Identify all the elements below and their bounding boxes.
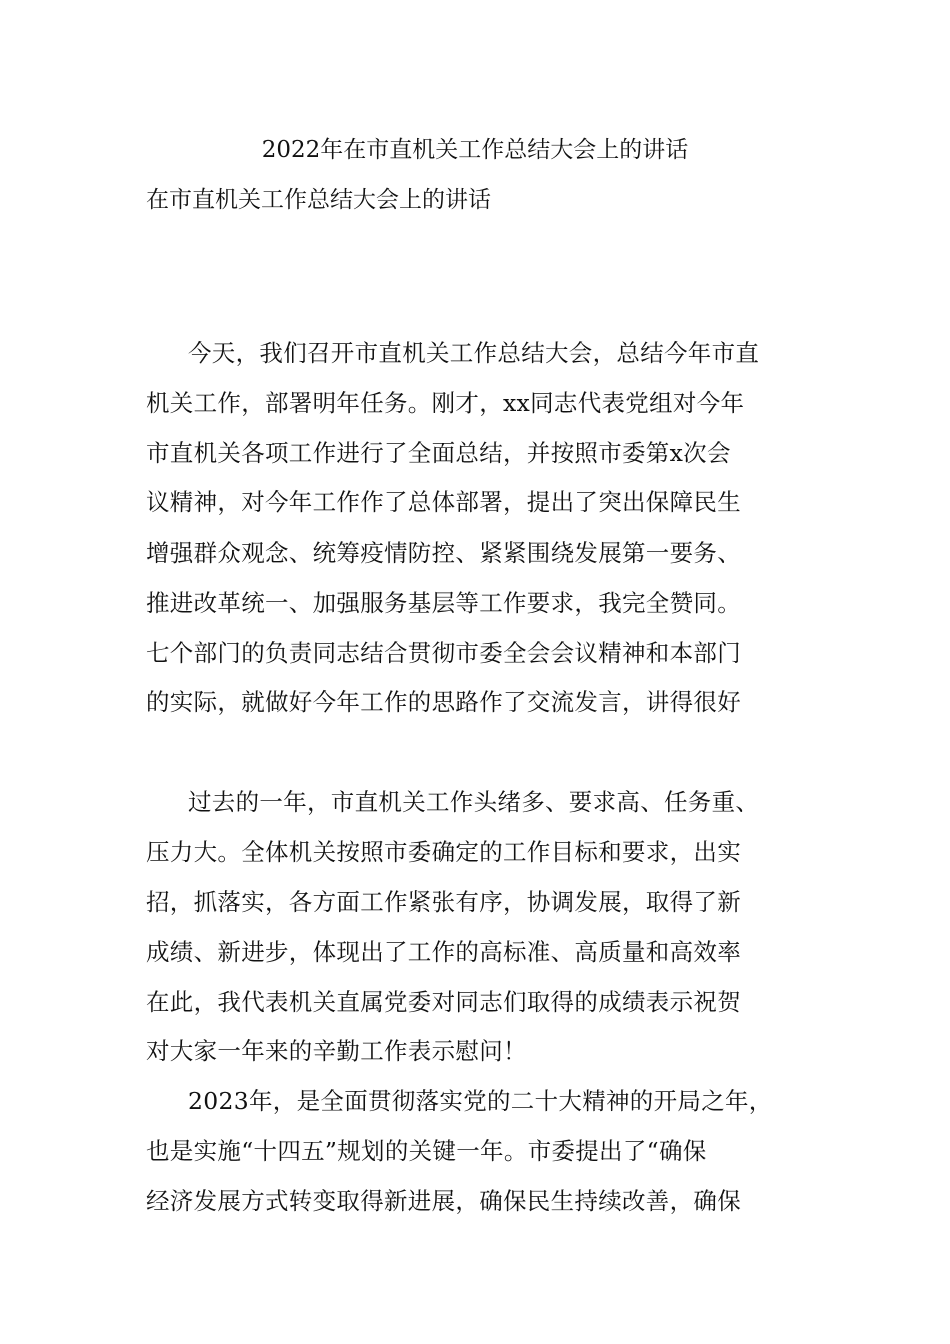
paragraph-line: 过去的一年，市直机关工作头绪多、要求高、任务重、	[188, 788, 760, 816]
paragraph-line: 经济发展方式转变取得新进展，确保民生持续改善，确保	[146, 1187, 741, 1215]
paragraph-line: 增强群众观念、统筹疫情防控、紧紧围绕发展第一要务、	[146, 539, 741, 567]
paragraph-line: 2023年，是全面贯彻落实党的二十大精神的开局之年，	[188, 1087, 773, 1115]
paragraph-line: 在此，我代表机关直属党委对同志们取得的成绩表示祝贺	[146, 988, 741, 1016]
paragraph-line: 推进改革统一、加强服务基层等工作要求，我完全赞同。	[146, 589, 741, 617]
paragraph-line: 七个部门的负责同志结合贯彻市委全会会议精神和本部门	[146, 639, 741, 667]
document-title: 2022年在市直机关工作总结大会上的讲话	[261, 137, 689, 163]
paragraph-line: 压力大。全体机关按照市委确定的工作目标和要求，出实	[146, 838, 741, 866]
paragraph-line: 市直机关各项工作进行了全面总结，并按照市委第x次会	[146, 439, 731, 467]
paragraph-line: 成绩、新进步，体现出了工作的高标准、高质量和高效率	[146, 938, 741, 966]
paragraph-line: 也是实施“十四五”规划的关键一年。市委提出了“确保	[146, 1137, 707, 1165]
document-subtitle: 在市直机关工作总结大会上的讲话	[146, 187, 491, 213]
paragraph-line: 对大家一年来的辛勤工作表示慰问！	[146, 1037, 527, 1065]
paragraph-line: 招，抓落实，各方面工作紧张有序，协调发展，取得了新	[146, 888, 741, 916]
paragraph-line: 机关工作，部署明年任务。刚才，xx同志代表党组对今年	[146, 389, 745, 417]
paragraph-line: 议精神，对今年工作作了总体部署，提出了突出保障民生	[146, 488, 741, 516]
paragraph-line: 今天，我们召开市直机关工作总结大会，总结今年市直	[188, 339, 760, 367]
paragraph-line: 的实际，就做好今年工作的思路作了交流发言，讲得很好	[146, 688, 741, 716]
